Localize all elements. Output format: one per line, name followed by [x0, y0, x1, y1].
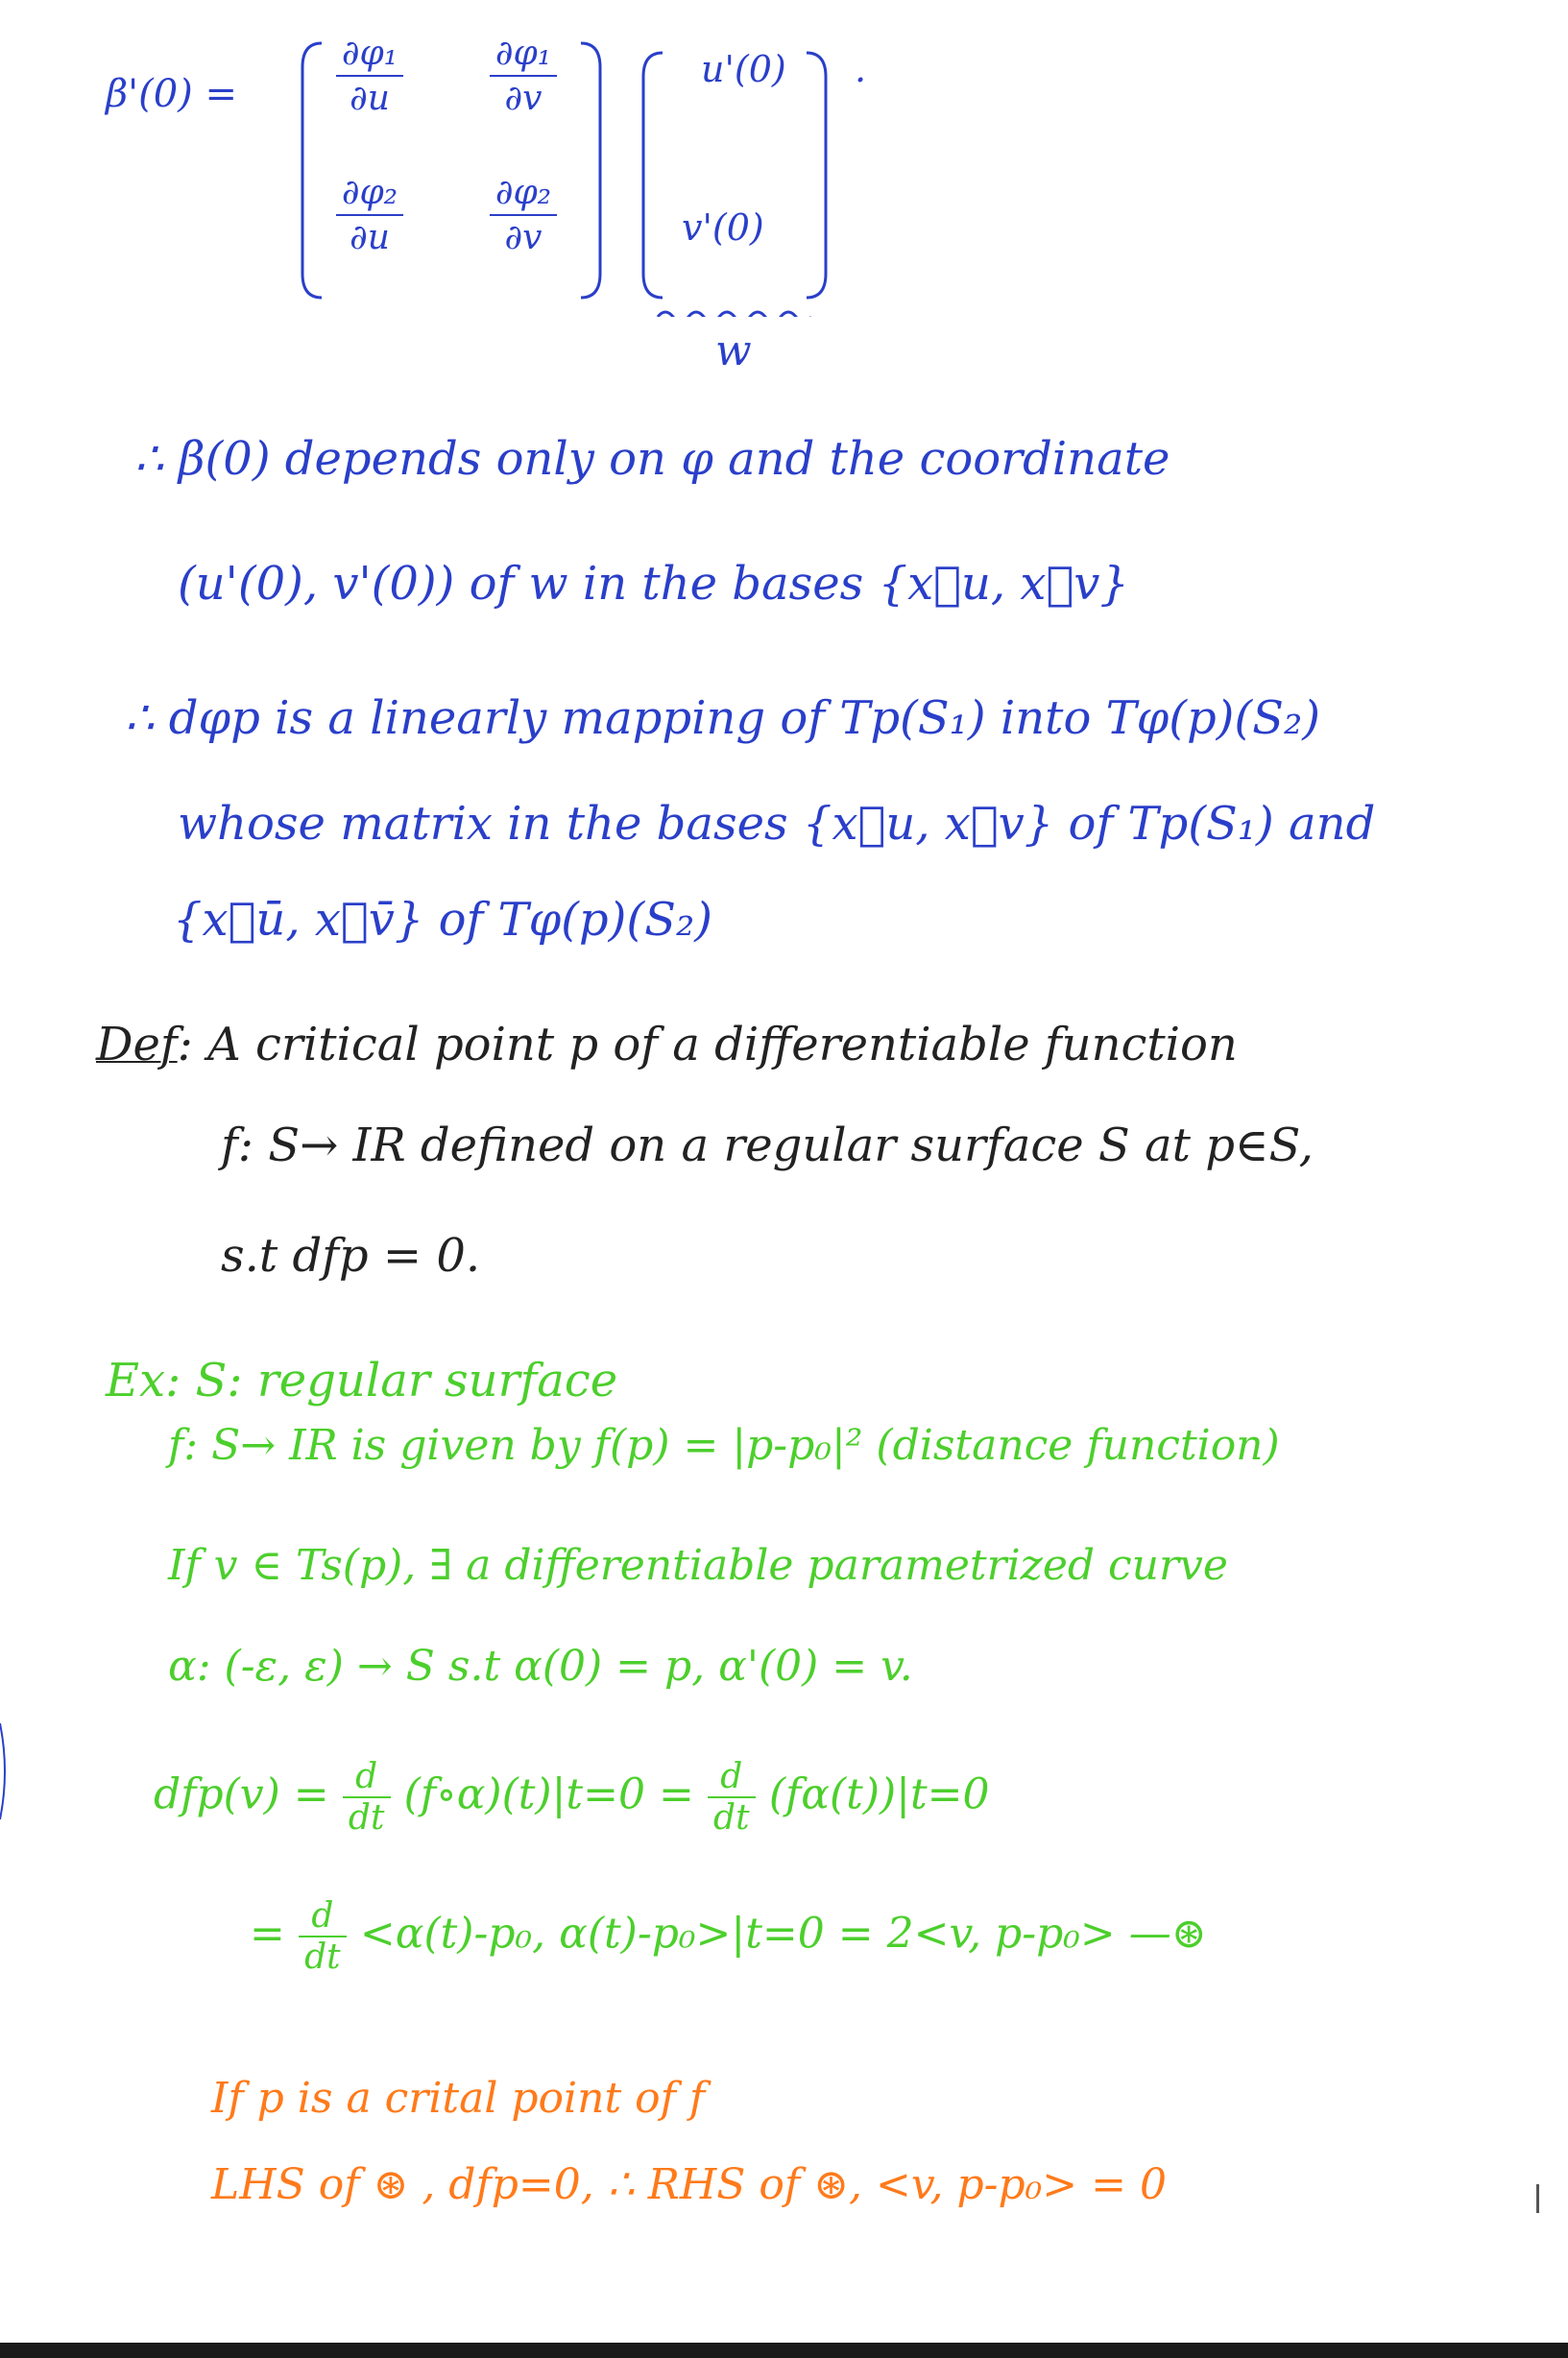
- conclusion-line: LHS of ⊛ , dfp=0, ∴ RHS of ⊛, <v, p-p₀> = 0: [211, 2160, 1167, 2209]
- definition-line-1: [96, 1018, 1238, 1071]
- matrix-entry-21: [336, 173, 403, 257]
- left-edge-mark: [0, 1719, 10, 1824]
- definition-label: Def: [96, 1018, 178, 1071]
- example-line: If v ∈ Ts(p), ∃ a differentiable parametrized curve: [168, 1541, 1228, 1590]
- text-line: whose matrix in the bases {x⃗u, x⃗v} of Tp(S₁) and: [178, 797, 1376, 851]
- text-line: ∴ β(0) depends only on φ and the coordinate: [134, 432, 1170, 486]
- d-dt-fraction: [343, 1757, 391, 1838]
- entry-22-numerator: ∂φ₂: [495, 173, 552, 212]
- entry-11-numerator: ∂φ₁: [341, 34, 398, 73]
- composition-expression: (f∘α)(t)|t=0 =: [403, 1769, 694, 1819]
- entry-12-denominator: ∂v: [504, 79, 543, 118]
- margin-tick: [1536, 2184, 1539, 2213]
- fraction-bar: [490, 214, 557, 216]
- matrix-entry-22: [490, 173, 557, 257]
- d-numerator: d: [720, 1757, 743, 1796]
- dfp-lhs: dfp(v) =: [154, 1769, 329, 1819]
- vector-entry-u: u'(0): [701, 48, 786, 90]
- f-alpha-expression: (fα(t))|t=0: [768, 1769, 990, 1819]
- dt-denominator: dt: [348, 1798, 385, 1838]
- fraction-bar: [336, 75, 403, 77]
- trailing-dot: .: [855, 48, 867, 90]
- d-dt-fraction: [708, 1757, 756, 1838]
- definition-text: : A critical point p of a differentiable function: [177, 1018, 1238, 1071]
- matrix-entry-12: [490, 34, 557, 118]
- jacobian-equation: [106, 29, 970, 374]
- example-line: f: S→ IR is given by f(p) = |p-p₀|² (distance function): [168, 1421, 1280, 1470]
- fraction-bar: [490, 75, 557, 77]
- dt-denominator: dt: [304, 1937, 341, 1977]
- equals-sign: =: [250, 1909, 285, 1959]
- d-dt-fraction: [299, 1896, 347, 1977]
- inner-product-line: [250, 1896, 1207, 1977]
- d-numerator: d: [355, 1757, 378, 1796]
- example-line: Ex: S: regular surface: [106, 1354, 618, 1408]
- entry-21-numerator: ∂φ₂: [341, 173, 398, 212]
- entry-22-denominator: ∂v: [504, 218, 543, 257]
- matrix-entry-11: [336, 34, 403, 118]
- fraction-bar: [336, 214, 403, 216]
- brace-label-w: w: [715, 326, 752, 375]
- example-line: α: (-ε, ε) → S s.t α(0) = p, α'(0) = v.: [168, 1642, 913, 1691]
- conclusion-line: If p is a crital point of f: [211, 2074, 706, 2123]
- beta-prime-lhs: β'(0) =: [106, 72, 238, 116]
- text-line: {x⃗ū, x⃗v̄} of Tφ(p)(S₂): [173, 893, 712, 947]
- text-line: (u'(0), v'(0)) of w in the bases {x⃗u, x⃗v}: [178, 557, 1129, 611]
- entry-11-denominator: ∂u: [350, 79, 390, 118]
- inner-product-expression: <α(t)-p₀, α(t)-p₀>|t=0 = 2<v, p-p₀> —⊛: [359, 1909, 1207, 1959]
- entry-21-denominator: ∂u: [350, 218, 390, 257]
- text-line: ∴ dφp is a linearly mapping of Tp(S₁) into Tφ(p)(S₂): [125, 691, 1320, 745]
- page-bottom-edge: [0, 2343, 1568, 2358]
- dt-denominator: dt: [713, 1798, 750, 1838]
- derivative-line: [154, 1757, 990, 1838]
- entry-12-numerator: ∂φ₁: [495, 34, 552, 73]
- definition-line-2: f: S→ IR defined on a regular surface S at p∈S,: [221, 1119, 1314, 1172]
- definition-line-3: s.t dfp = 0.: [221, 1229, 481, 1283]
- d-numerator: d: [311, 1896, 334, 1936]
- vector-entry-v: v'(0): [682, 206, 764, 249]
